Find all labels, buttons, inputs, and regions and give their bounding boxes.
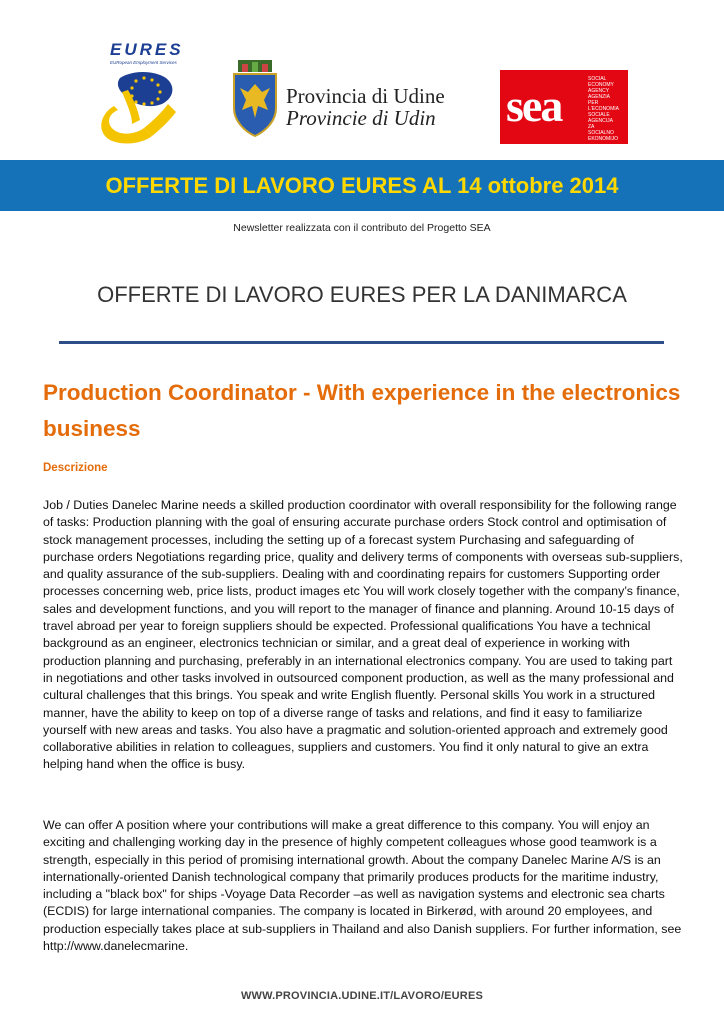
sea-logo xyxy=(500,70,628,144)
eures-logo xyxy=(92,40,188,150)
coat-of-arms-icon xyxy=(228,58,282,138)
newsletter-note: Newsletter realizzata con il contributo del Progetto SEA xyxy=(233,222,491,234)
sea-logo-line: AGENCIJA xyxy=(588,118,614,124)
eures-emblem-icon xyxy=(92,40,188,150)
job-description-paragraph: Job / Duties Danelec Marine needs a skilled production coordinator with overall responsibility for the following range of tasks: Production planning with the goal of ensuring accurate purchase orders Stock control and optimisation of stock management processes, including the setting up of a forecast system Purchasing and safeguarding of purchase orders Negotiations regarding price, quality and delivery terms of components with overseas sub-suppliers, and quality assurance of the sub-suppliers. Dealing with and coordinating repairs for customers Supporting order processes concerning web, price lists, product images etc You will work closely together with the company’s finance, sales and development functions, and you will report to the manager of finance and planning. Around 10-15 days of travel abroad per year to foreign suppliers should be expected. Professional qualifications You have a technical background as an engineer, electronics technician or similar, and a great deal of experience in working with production planning and purchasing, preferably in an international electronics company. You are used to taking part in negotiations and other tasks involved in outsourced component production, as well as the many professional and cultural challenges that this brings. You speak and write English fluently. Personal skills You work in a structured manner, have the ability to keep on top of a diverse range of tasks and relations, and find it easy to familiarize yourself with new areas and tasks. You also have a pragmatic and solution-oriented approach and extremely good collaborative abilities in relation to colleagues, suppliers and customers. You find it only natural to give an extra helping hand when the office is busy. xyxy=(43,498,683,772)
section-title: OFFERTE DI LAVORO EURES PER LA DANIMARCA xyxy=(97,282,627,307)
provincia-udine-logo xyxy=(228,58,468,138)
company-offer-paragraph: We can offer A position where your contributions will make a great difference to this company. You will enjoy an exciting and challenging working day in the presence of highly competent colleagues whose good teamwork is a strength, especially in this period of promising international growth. About the company Danelec Marine A/S is an internationally-oriented Danish technological company that primarily produces products for the maritime industry, including a "black box" for ships -Voyage Data Recorder –as well as navigation systems and electronic sea charts (ECDIS) for large international companies. The company is located in Birkerød, with around 20 employees, and production especially takes place at sub-suppliers in Thailand and also Danish suppliers. For further information, see http://www.danelecmarine. xyxy=(43,818,682,954)
description-label: Descrizione xyxy=(43,462,108,474)
header-logos xyxy=(0,40,724,150)
eures-logo-name: EURES xyxy=(110,40,184,59)
title-banner xyxy=(0,160,724,211)
sea-logo-line: AGENZIA xyxy=(588,94,610,100)
sea-logo-line: ZA xyxy=(588,124,595,130)
sea-logo-mark: sea xyxy=(506,80,562,131)
sea-logo-line: L'ECONOMIA xyxy=(588,106,619,112)
sea-logo-line: AGENCY xyxy=(588,88,610,94)
sea-logo-line: SOCIALE xyxy=(588,112,610,118)
job-title: Production Coordinator - With experience in the electronics business xyxy=(43,380,681,441)
udine-name-friulian: Provincie di Udin xyxy=(286,106,436,130)
sea-logo-line: ECONOMY xyxy=(588,82,614,88)
section-divider xyxy=(59,341,664,344)
footer-url: WWW.PROVINCIA.UDINE.IT/LAVORO/EURES xyxy=(240,990,484,1002)
eures-logo-tagline: EURopean Employment Services xyxy=(110,60,177,65)
udine-name-italian: Provincia di Udine xyxy=(286,84,445,108)
sea-logo-line: PER xyxy=(588,100,599,106)
banner-title: OFFERTE DI LAVORO EURES AL 14 ottobre 2014 xyxy=(105,172,619,198)
sea-logo-line: EKONOMIJO xyxy=(588,136,619,142)
sea-logo-line: SOCIAL xyxy=(588,76,607,82)
sea-logo-line: SOCIALNO xyxy=(588,130,614,136)
sea-logo-description xyxy=(588,76,626,142)
